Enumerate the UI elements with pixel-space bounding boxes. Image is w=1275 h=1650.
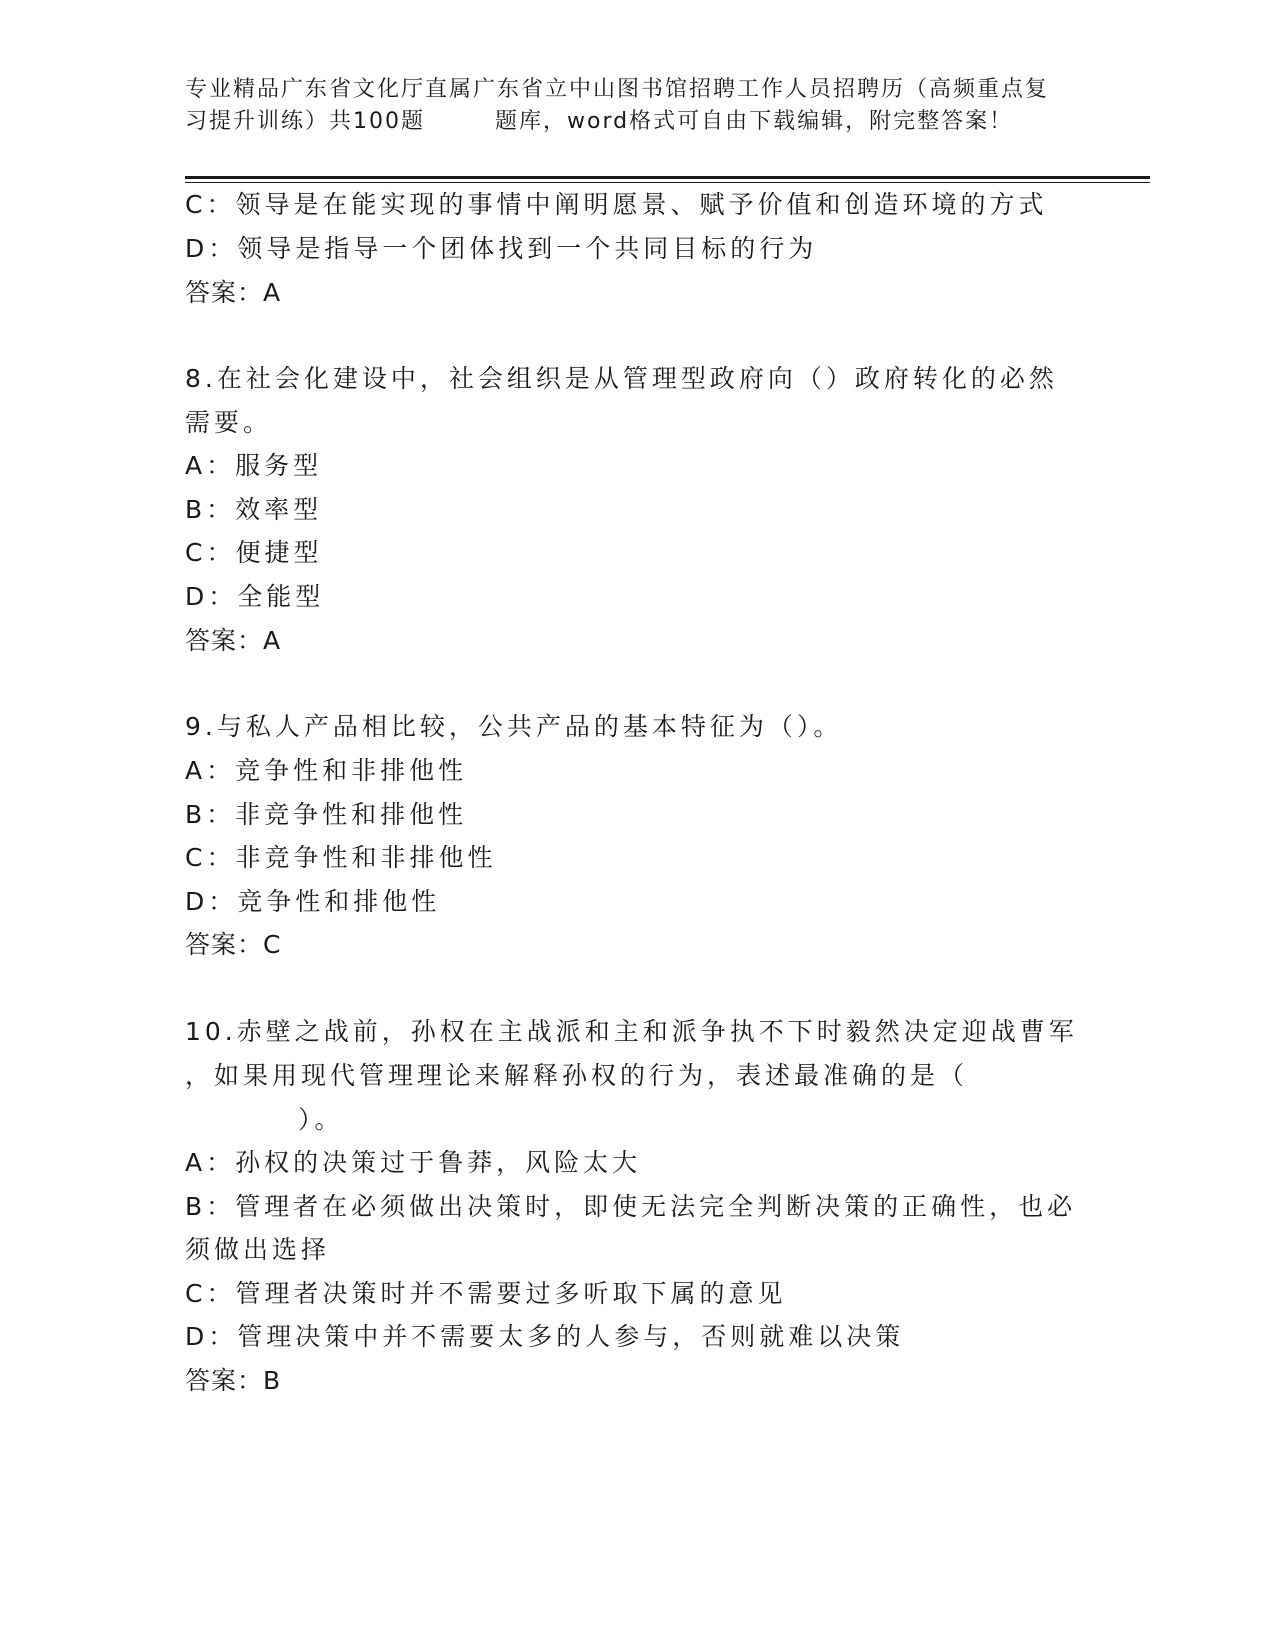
header-title-line-2-part-2: 题库，word格式可自由下载编辑，附完整答案！ — [495, 109, 1014, 134]
q10-option-a: A：孙权的决策过于鲁莽，风险太大 — [185, 1148, 642, 1177]
header-divider-thick — [185, 176, 1150, 179]
q8-option-d: D：全能型 — [185, 582, 325, 611]
header-title-line-2 — [185, 106, 1085, 138]
q8-option-b: B：效率型 — [185, 495, 323, 524]
q10-stem-line-1: 10.赤壁之战前，孙权在主战派和主和派争执不下时毅然决定迎战曹军 — [185, 1017, 1078, 1046]
q9-option-c: C：非竞争性和非排他性 — [185, 843, 497, 872]
header-title-line-1: 专业精品广东省文化厅直属广东省立中山图书馆招聘工作人员招聘历（高频重点复 — [185, 77, 1050, 102]
q10-stem-line-3: ）。 — [298, 1105, 344, 1134]
q10-stem-line-2: ，如果用现代管理理论来解释孙权的行为，表述最准确的是（ — [185, 1061, 969, 1090]
q7-option-c: C：领导是在能实现的事情中阐明愿景、赋予价值和创造环境的方式 — [185, 190, 1048, 219]
q9-option-b: B：非竞争性和排他性 — [185, 800, 468, 829]
q10-option-b-line-1: B：管理者在必须做出决策时，即使无法完全判断决策的正确性，也必 — [185, 1192, 1077, 1221]
q9-stem-line-1: 9.与私人产品相比较，公共产品的基本特征为（）。 — [185, 712, 843, 741]
q7-option-d: D：领导是指导一个团体找到一个共同目标的行为 — [185, 234, 818, 263]
q7-answer: 答案：A — [185, 278, 282, 307]
q8-stem-line-1: 8.在社会化建设中，社会组织是从管理型政府向（）政府转化的必然 — [185, 364, 1058, 393]
q9-option-d: D：竞争性和排他性 — [185, 887, 441, 916]
document-header — [185, 74, 1085, 138]
q10-option-c: C：管理者决策时并不需要过多听取下属的意见 — [185, 1279, 787, 1308]
q9-option-a: A：竞争性和非排他性 — [185, 756, 468, 785]
q10-option-d: D：管理决策中并不需要太多的人参与，否则就难以决策 — [185, 1322, 905, 1351]
header-title-line-2-part-1: 习提升训练）共100题 — [185, 109, 425, 134]
q8-option-c: C：便捷型 — [185, 538, 323, 567]
q8-option-a: A：服务型 — [185, 451, 323, 480]
q10-option-b-line-2: 须做出选择 — [185, 1235, 331, 1264]
q8-answer: 答案：A — [185, 626, 282, 655]
q8-stem-line-2: 需要。 — [185, 408, 273, 437]
q10-answer: 答案：B — [185, 1366, 282, 1395]
q9-answer: 答案：C — [185, 930, 282, 959]
